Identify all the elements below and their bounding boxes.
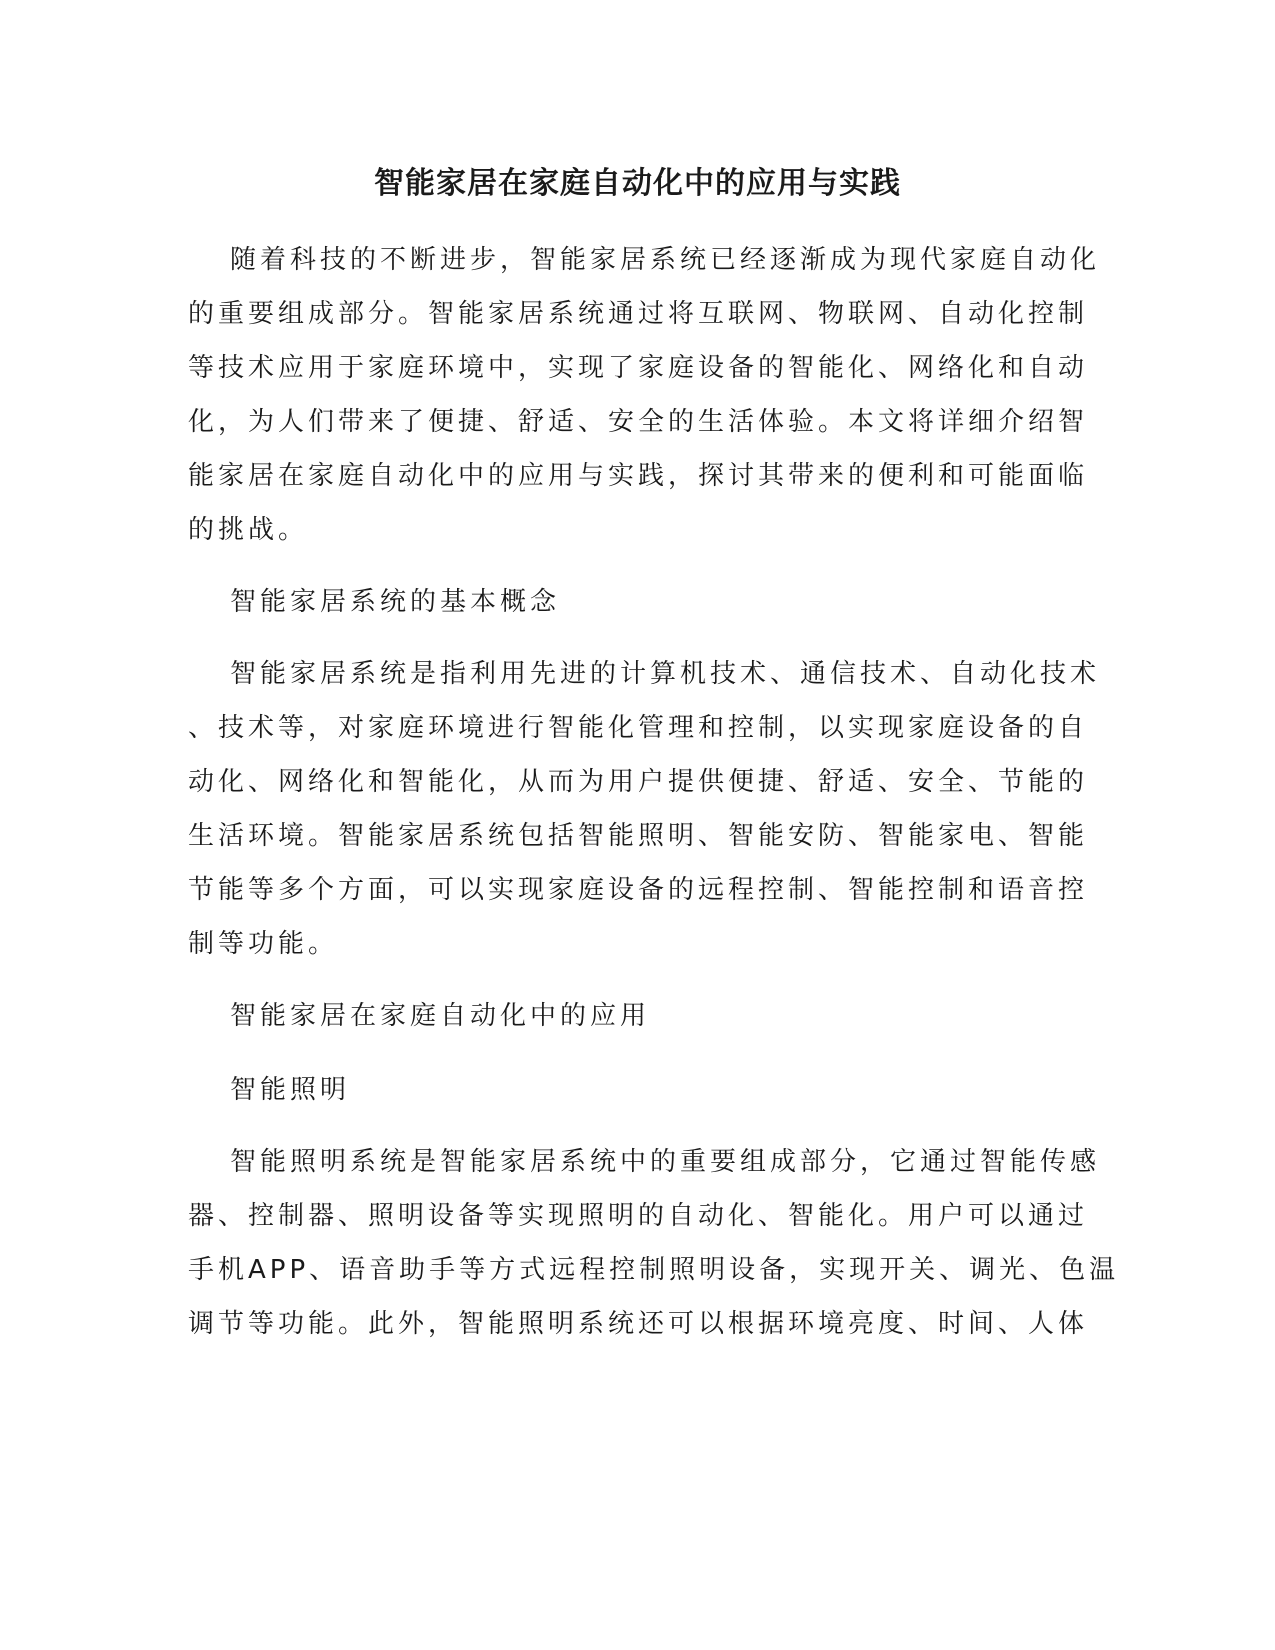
lighting-paragraph-line: 手机APP、语音助手等方式远程控制照明设备，实现开关、调光、色温 [188, 1255, 1120, 1285]
section-heading-basic-concept: 智能家居系统的基本概念 [230, 587, 561, 617]
lighting-paragraph-line: 器、控制器、照明设备等实现照明的自动化、智能化。用户可以通过 [188, 1201, 1089, 1231]
intro-paragraph-line: 随着科技的不断进步，智能家居系统已经逐渐成为现代家庭自动化 [230, 245, 1101, 275]
concept-paragraph-line: 节能等多个方面，可以实现家庭设备的远程控制、智能控制和语音控 [188, 875, 1089, 905]
concept-paragraph-line: 制等功能。 [188, 929, 339, 959]
intro-paragraph-line: 化，为人们带来了便捷、舒适、安全的生活体验。本文将详细介绍智 [188, 407, 1089, 437]
concept-paragraph-line: 、技术等，对家庭环境进行智能化管理和控制，以实现家庭设备的自 [188, 713, 1089, 743]
document-title: 智能家居在家庭自动化中的应用与实践 [374, 166, 901, 201]
concept-paragraph-line: 智能家居系统是指利用先进的计算机技术、通信技术、自动化技术 [230, 659, 1101, 689]
concept-paragraph-line: 生活环境。智能家居系统包括智能照明、智能安防、智能家电、智能 [188, 821, 1089, 851]
concept-paragraph-line: 动化、网络化和智能化，从而为用户提供便捷、舒适、安全、节能的 [188, 767, 1089, 797]
lighting-paragraph-line: 智能照明系统是智能家居系统中的重要组成部分，它通过智能传感 [230, 1147, 1101, 1177]
lighting-paragraph-line: 调节等功能。此外，智能照明系统还可以根据环境亮度、时间、人体 [188, 1309, 1089, 1339]
subsection-heading-smart-lighting: 智能照明 [230, 1075, 351, 1105]
section-heading-applications: 智能家居在家庭自动化中的应用 [230, 1001, 651, 1031]
intro-paragraph-line: 的挑战。 [188, 515, 309, 545]
intro-paragraph-line: 的重要组成部分。智能家居系统通过将互联网、物联网、自动化控制 [188, 299, 1089, 329]
intro-paragraph-line: 能家居在家庭自动化中的应用与实践，探讨其带来的便利和可能面临 [188, 461, 1089, 491]
intro-paragraph-line: 等技术应用于家庭环境中，实现了家庭设备的智能化、网络化和自动 [188, 353, 1089, 383]
